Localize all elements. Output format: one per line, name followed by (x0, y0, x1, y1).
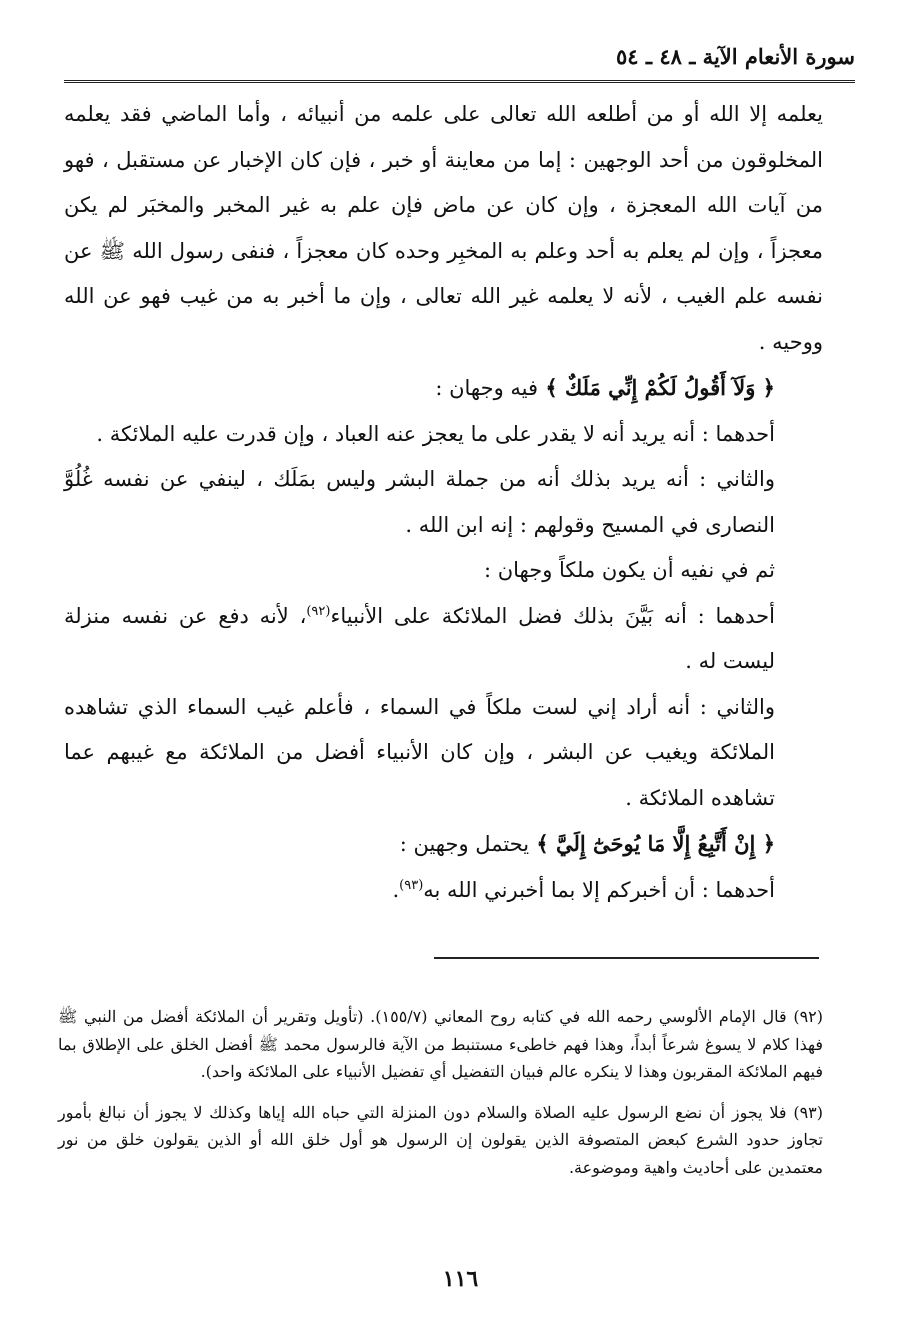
paragraph-5 (64, 594, 823, 685)
paragraph-5-text-b: ، لأنه دفع عن نفسه منزلة ليست له . (64, 603, 775, 673)
main-text (64, 92, 823, 913)
quran-verse-1: ﴿ وَلَآ أَقُولُ لَكُمْ إِنِّي مَلَكٌ ﴾ (545, 375, 775, 400)
verse-1-line (64, 365, 823, 412)
verse-1-comment: فيه وجهان : (435, 376, 539, 400)
paragraph-1: يعلمه إلا الله أو من أطلعه الله تعالى على علمه من أنبيائه ، وأما الماضي فقد يعلمه المخلوقون من أحد الوجهين : إما من معاينة أو خبر ، فإن كان الإخبار عن مستقبل ، فهو من آيات الله المعجزة ، وإن كان عن ماض فإن علم به غير المخبر والمخبَر لم يكن معجزاً ، وإن لم يعلم به أحد وعلم به المخبِر وحده كان معجزاً ، فنفى رسول الله ﷺ عن نفسه علم الغيب ، لأنه لا يعلمه غير الله تعالى ، وإن ما أخبر به من غيب فهو عن الله ووحيه . (64, 102, 823, 354)
paragraph-7 (64, 868, 823, 914)
paragraph-6: والثاني : أنه أراد إني لست ملكاً في السماء ، فأعلم غيب السماء الذي تشاهده الملائكة ويغيب عن البشر ، وإن كان الأنبياء أفضل من الملائكة مع غيبهم عما تشاهده الملائكة . (64, 694, 775, 810)
footnote-ref-92[interactable]: (٩٢) (306, 603, 331, 619)
paragraph-7-text-a: أحدهما : أن أخبركم إلا بما أخبرني الله به (423, 877, 775, 902)
header-rule (64, 80, 855, 83)
footnote-rule (434, 957, 819, 959)
paragraph-2: أحدهما : أنه يريد أنه لا يقدر على ما يعجز عنه العباد ، وإن قدرت عليه الملائكة . (96, 421, 775, 446)
paragraph-7-text-b: . (392, 877, 400, 902)
quran-verse-2: ﴿ إِنْ أَتَّبِعُ إِلَّا مَا يُوحَىٰٓ إِلَيَّ ﴾ (536, 831, 775, 856)
page-number: ١١٦ (442, 1266, 479, 1292)
running-header-title: سورة الأنعام الآية ـ ٤٨ ـ ٥٤ (616, 44, 855, 69)
footnotes (58, 1003, 823, 1194)
verse-2-line (64, 821, 823, 868)
paragraph-4: ثم في نفيه أن يكون ملكاً وجهان : (483, 558, 775, 582)
paragraph-3: والثاني : أنه يريد بذلك أنه من جملة البشر وليس بمَلَك ، لينفي عن نفسه غُلُوَّ النصارى في المسيح وقولهم : إنه ابن الله . (64, 467, 775, 537)
footnote-93: (٩٣) فلا يجوز أن نضع الرسول عليه الصلاة والسلام دون المنزلة التي حباه الله إياها وكذلك لا يجوز أن نبالغ بأمور تجاوز حدود الشرع كبعض المتصوفة الذين يقولون إن الرسول هو أول خلق الله أو الذين يقولون خلق من نور معتمدين على أحاديث واهية وموضوعة. (58, 1102, 824, 1177)
footnote-92: (٩٢) قال الإمام الألوسي رحمه الله في كتابه روح المعاني (١٥٥/٧). (تأويل وتقرير أن الملائكة أفضل من النبي ﷺ فهذا كلام لا يسوغ شرعاً أبداً، وهذا فهم خاطىء مستنبط من الآية فالرسول محمد ﷺ أفضل الخلق على الإطلاق بما فيهم الملائكة المقربون وهذا لا ينكره عالم فبيان التفضيل أي تفضيل الأنبياء على الملائكة واحد). (58, 1007, 824, 1081)
paragraph-5-text-a: أحدهما : أنه بَيَّنَ بذلك فضل الملائكة على الأنبياء (330, 603, 775, 628)
verse-2-comment: يحتمل وجهين : (399, 832, 530, 856)
footnote-ref-93[interactable]: (٩٣) (399, 877, 424, 893)
